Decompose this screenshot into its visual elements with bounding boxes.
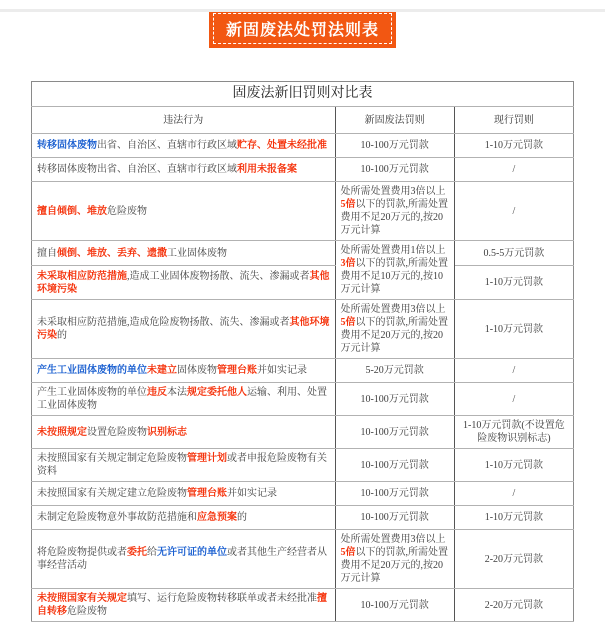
text-segment: 固体废物 <box>177 365 217 377</box>
text-segment: 5-20万元罚款 <box>365 365 424 377</box>
text-segment: 利用未报备案 <box>237 164 297 176</box>
text-segment: 未制定危险废物意外事故防范措施和 <box>37 512 197 524</box>
text-segment: 产生工业固体废物的单位 <box>37 365 147 377</box>
table-row <box>32 383 574 416</box>
table-row <box>32 359 574 383</box>
table-row <box>32 266 574 300</box>
current-penalty-cell: 1-10万元罚款(不设置危险废物识别标志) <box>454 416 573 449</box>
text-segment: 给 <box>147 547 157 559</box>
text-segment: 10-100万元罚款 <box>360 393 429 405</box>
behavior-cell <box>32 589 336 622</box>
text-segment: 设置危险废物 <box>87 426 147 438</box>
current-penalty-cell: 1-10万元罚款 <box>454 266 573 300</box>
text-segment: 将危险废物提供或者 <box>37 547 127 559</box>
text-segment: 识别标志 <box>147 426 187 438</box>
text-segment: 擅自倾倒、堆放 <box>37 205 107 217</box>
text-segment: 并如实记录 <box>257 365 307 377</box>
behavior-cell <box>32 449 336 482</box>
behavior-cell <box>32 182 336 241</box>
text-segment: 其他环境污染 <box>37 270 330 295</box>
banner <box>209 9 396 48</box>
current-penalty-cell: / <box>454 383 573 416</box>
text-segment: 工业固体废物 <box>167 247 227 259</box>
current-penalty-cell: / <box>454 182 573 241</box>
new-penalty-cell <box>335 359 454 383</box>
text-segment: 以下的罚款,所需处置费用不足20万元的,按20万元计算 <box>340 199 449 237</box>
table-row <box>32 158 574 182</box>
text-segment: 委托 <box>127 547 147 559</box>
text-segment: 10-100万元罚款 <box>360 140 429 152</box>
current-penalty-cell: / <box>454 482 573 506</box>
table-row <box>32 134 574 158</box>
text-segment: 的 <box>237 512 247 524</box>
text-segment: 应急预案 <box>197 512 237 524</box>
table-row <box>32 589 574 622</box>
page <box>0 9 605 618</box>
current-penalty-cell: 1-10万元罚款 <box>454 300 573 359</box>
text-segment: 贮存、处置未经批准 <box>237 140 327 152</box>
text-segment: 规定委托他人 <box>187 387 247 399</box>
behavior-cell <box>32 530 336 589</box>
text-segment: 擅自转移 <box>37 593 327 618</box>
new-penalty-cell <box>335 383 454 416</box>
text-segment: 未建立 <box>147 365 177 377</box>
header-current-penalty: 现行罚则 <box>454 107 573 134</box>
table-header-row <box>32 107 574 134</box>
current-penalty-cell: 2-20万元罚款 <box>454 530 573 589</box>
text-segment: 3倍 <box>340 258 356 270</box>
text-segment: 10-100万元罚款 <box>360 488 429 500</box>
text-segment: 处所需处置费用3倍以上 <box>340 186 446 198</box>
text-segment: 10-100万元罚款 <box>360 512 429 524</box>
text-segment: 转移固体废物出省、自治区、直辖市行政区域 <box>37 164 237 176</box>
new-penalty-cell <box>335 416 454 449</box>
banner-container <box>0 9 605 48</box>
text-segment: 10-100万元罚款 <box>360 426 429 438</box>
behavior-cell <box>32 266 336 300</box>
text-segment: 10-100万元罚款 <box>360 459 429 471</box>
text-segment: 5倍 <box>340 547 356 559</box>
new-penalty-cell <box>335 482 454 506</box>
behavior-cell <box>32 506 336 530</box>
page-top-edge <box>0 9 605 12</box>
text-segment: 的 <box>57 330 67 342</box>
behavior-cell <box>32 416 336 449</box>
text-segment: 未按照规定 <box>37 426 87 438</box>
table-row <box>32 482 574 506</box>
new-penalty-cell <box>335 449 454 482</box>
text-segment: 10-100万元罚款 <box>360 599 429 611</box>
table-title-row <box>32 82 574 107</box>
text-segment: 危险废物 <box>67 606 107 618</box>
behavior-cell <box>32 383 336 416</box>
comparison-table <box>31 81 574 622</box>
text-segment: 未采取相应防范措施,造成危险废物扬散、流失、渗漏或者 <box>37 317 290 329</box>
new-penalty-cell <box>335 182 454 241</box>
text-segment: 管理计划 <box>187 453 227 465</box>
table-body <box>32 134 574 622</box>
text-segment: 填写、运行危险废物转移联单或者未经批准 <box>127 593 317 605</box>
text-segment: 以下的罚款,所需处置费用不足20万元的,按20万元计算 <box>340 317 449 355</box>
text-segment: 出省、自治区、直辖市行政区域 <box>97 140 237 152</box>
new-penalty-cell <box>335 506 454 530</box>
table-row <box>32 506 574 530</box>
current-penalty-cell: / <box>454 158 573 182</box>
text-segment: 并如实记录 <box>227 488 277 500</box>
behavior-cell <box>32 158 336 182</box>
text-segment: 或者申报危险废物有关资料 <box>37 453 327 478</box>
text-segment: 处所需处置费用3倍以上 <box>340 304 446 316</box>
banner-title: 新固废法处罚法则表 <box>213 13 392 44</box>
behavior-cell <box>32 359 336 383</box>
table-row <box>32 530 574 589</box>
behavior-cell <box>32 241 336 266</box>
text-segment: 转移固体废物 <box>37 140 97 152</box>
current-penalty-cell: 1-10万元罚款 <box>454 134 573 158</box>
text-segment: ,造成工业固体废物扬散、流失、渗漏或者 <box>127 270 310 282</box>
new-penalty-cell <box>335 134 454 158</box>
text-segment: 擅自 <box>37 247 57 259</box>
text-segment: 未按照国家有关规定制定危险废物 <box>37 453 187 465</box>
text-segment: 10-100万元罚款 <box>360 164 429 176</box>
text-segment: 本法 <box>167 387 187 399</box>
table-row <box>32 449 574 482</box>
text-segment: 管理台账 <box>187 488 227 500</box>
new-penalty-cell <box>335 158 454 182</box>
new-penalty-cell <box>335 589 454 622</box>
text-segment: 产生工业固体废物的单位 <box>37 387 147 399</box>
text-segment: 未按照国家有关规定建立危险废物 <box>37 488 187 500</box>
text-segment: 倾倒、堆放、丢弃、遗撒 <box>57 247 167 259</box>
text-segment: 其他环境污染 <box>37 317 330 342</box>
table-row <box>32 241 574 266</box>
current-penalty-cell: 1-10万元罚款 <box>454 506 573 530</box>
text-segment: 未按照国家有关规定 <box>37 593 127 605</box>
text-segment: 以下的罚款,所需处置费用不足10万元的,按10万元计算 <box>340 258 449 296</box>
header-behavior: 违法行为 <box>32 107 336 134</box>
behavior-cell <box>32 300 336 359</box>
behavior-cell <box>32 134 336 158</box>
text-segment: 5倍 <box>340 199 356 211</box>
new-penalty-cell <box>335 241 454 300</box>
text-segment: 无许可证的单位 <box>157 547 227 559</box>
text-segment: 未采取相应防范措施 <box>37 270 127 282</box>
text-segment: 处所需处置费用3倍以上 <box>340 534 446 546</box>
text-segment: 5倍 <box>340 317 356 329</box>
behavior-cell <box>32 482 336 506</box>
text-segment: 违反 <box>147 387 167 399</box>
text-segment: 运输、利用、处置工业固体废物 <box>37 387 327 412</box>
text-segment: 管理台账 <box>217 365 257 377</box>
text-segment: 处所需处置费用1倍以上 <box>340 245 446 257</box>
current-penalty-cell: 0.5-5万元罚款 <box>454 241 573 266</box>
current-penalty-cell: 2-20万元罚款 <box>454 589 573 622</box>
text-segment: 危险废物 <box>107 205 147 217</box>
table-row <box>32 300 574 359</box>
new-penalty-cell <box>335 530 454 589</box>
current-penalty-cell: 1-10万元罚款 <box>454 449 573 482</box>
new-penalty-cell <box>335 300 454 359</box>
text-segment: 以下的罚款,所需处置费用不足20万元的,按20万元计算 <box>340 547 449 585</box>
header-new-penalty: 新固废法罚则 <box>335 107 454 134</box>
current-penalty-cell: / <box>454 359 573 383</box>
table-title: 固废法新旧罚则对比表 <box>32 82 574 107</box>
table-row <box>32 182 574 241</box>
text-segment: 或者其他生产经营者从事经营活动 <box>37 547 327 572</box>
table-row <box>32 416 574 449</box>
